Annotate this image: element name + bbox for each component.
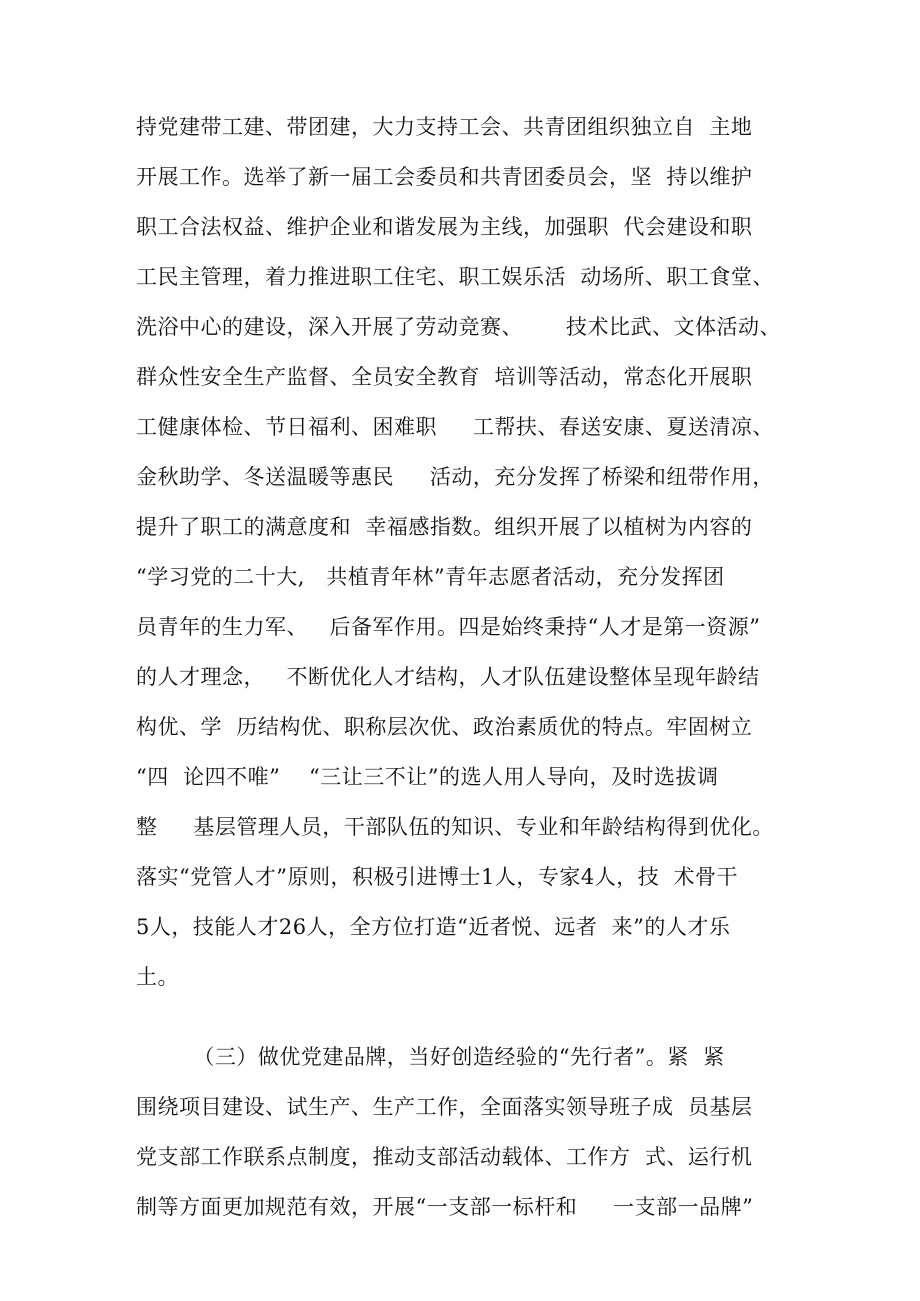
paragraph-line: 开展工作。选举了新一届工会委员和共青团委员会，坚 持以维护 <box>136 165 753 189</box>
paragraph-line: 构优、学 历结构优、职称层次优、政治素质优的特点。牢固树立 <box>136 715 753 739</box>
paragraph-line: 党支部工作联系点制度，推动支部活动载体、工作方 式、运行机 <box>136 1145 753 1169</box>
paragraph-line: “四 论四不唯” “三让三不让”的选人用人导向，及时选拔调 <box>136 765 719 789</box>
paragraph-line: 职工合法权益、维护企业和谐发展为主线，加强职 代会建设和职 <box>136 215 753 239</box>
paragraph-line: 整 基层管理人员，干部队伍的知识、专业和年龄结构得到优化。 <box>136 815 774 839</box>
paragraph-line: 洗浴中心的建设，深入开展了劳动竞赛、 技术比武、文体活动、 <box>136 315 782 339</box>
paragraph-line: （三）做优党建品牌，当好创造经验的“先行者”。紧 紧 <box>136 1045 725 1069</box>
paragraph-line: 工健康体检、节日福利、困难职 工帮扶、春送安康、夏送清凉、 <box>136 415 774 439</box>
paragraph-line: 员青年的生力军、 后备军作用。四是始终秉持“人才是第一资源” <box>136 615 761 639</box>
paragraph-line: 的人才理念， 不断优化人才结构，人才队伍建设整体呈现年龄结 <box>136 665 760 689</box>
paragraph-line: “学习党的二十大, 共植青年林”青年志愿者活动，充分发挥团 <box>136 565 725 589</box>
paragraph-line: 提升了职工的满意度和 幸福感指数。组织开展了以植树为内容的 <box>136 515 753 539</box>
paragraph-line: 持党建带工建、带团建，大力支持工会、共青团组织独立自 主地 <box>136 115 753 139</box>
paragraph-line: 制等方面更加规范有效，开展“一支部一标杆和 一支部一品牌” <box>136 1195 754 1219</box>
paragraph-line: 5人，技能人才26人，全方位打造“近者悦、远者 来”的人才乐 <box>136 915 731 939</box>
paragraph-line: 落实“党管人才”原则，积极引进博士1人，专家4人，技 术骨干 <box>136 865 739 889</box>
paragraph-line: 群众性安全生产监督、全员安全教育 培训等活动，常态化开展职 <box>136 365 753 389</box>
paragraph-line: 金秋助学、冬送温暖等惠民 活动，充分发挥了桥梁和纽带作用， <box>136 465 774 489</box>
paragraph-line: 土。 <box>136 965 179 989</box>
paragraph-line: 围绕项目建设、试生产、生产工作，全面落实领导班子成 员基层 <box>136 1095 753 1119</box>
paragraph-line: 工民主管理，着力推进职工住宅、职工娱乐活 动场所、职工食堂、 <box>136 265 774 289</box>
